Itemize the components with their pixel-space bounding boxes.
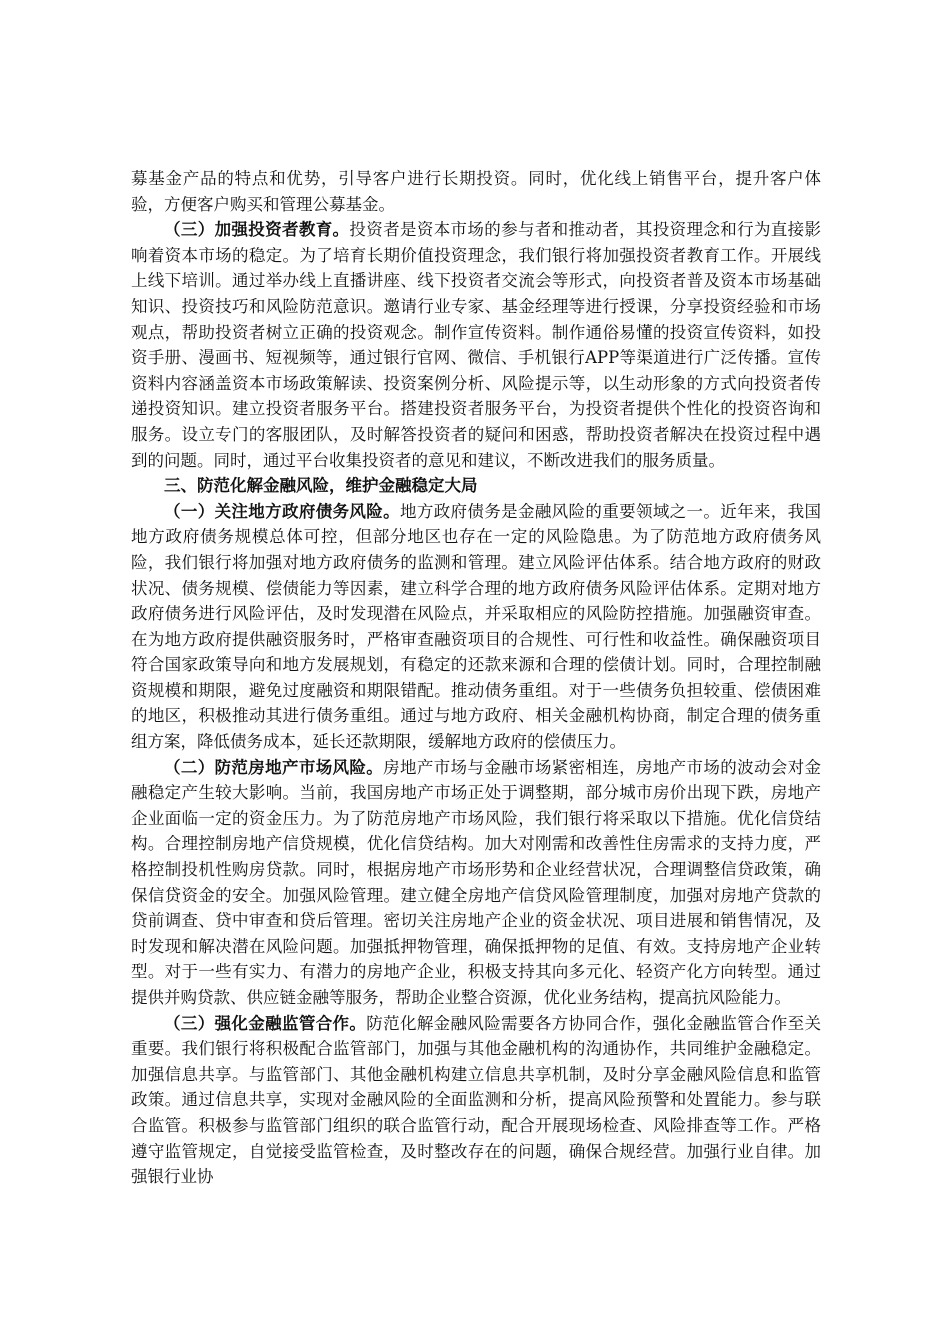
paragraph-local-government-debt [131, 499, 821, 755]
paragraph-investor-education [131, 217, 821, 473]
paragraph-text: 房地产市场与金融市场紧密相连，房地产市场的波动会对金融稳定产生较大影响。当前，我国房地产市场正处于调整期，部分城市房价出现下跌，房地产企业面临一定的资金压力。为了防范房地产市场风险，我们银行将采取以下措施。优化信贷结构。合理控制房地产信贷规模，优化信贷结构。加大对刚需和改善性住房需求的支持力度，严格控制投机性购房贷款。同时，根据房地产市场形势和企业经营状况，合理调整信贷政策，确保信贷资金的安全。加强风险管理。建立健全房地产信贷风险管理制度，加强对房地产贷款的贷前调查、贷中审查和贷后管理。密切关注房地产企业的资金状况、项目进展和销售情况，及时发现和解决潜在风险问题。加强抵押物管理，确保抵押物的足值、有效。支持房地产企业转型。对于一些有实力、有潜力的房地产企业，积极支持其向多元化、轻资产化方向转型。通过提供并购贷款、供应链金融等服务，帮助企业整合资源，优化业务结构，提高抗风险能力。 [131, 757, 822, 1007]
paragraph-text: 地方政府债务是金融风险的重要领域之一。近年来，我国地方政府债务规模总体可控，但部分地区也存在一定的风险隐患。为了防范地方政府债务风险，我们银行将加强对地方政府债务的监测和管理。建立风险评估体系。结合地方政府的财政状况、债务规模、偿债能力等因素，建立科学合理的地方政府债务风险评估体系。定期对地方政府债务进行风险评估，及时发现潜在风险点，并采取相应的风险防控措施。加强融资审查。在为地方政府提供融资服务时，严格审查融资项目的合规性、可行性和收益性。确保融资项目符合国家政策导向和地方发展规划，有稳定的还款来源和合理的偿债计划。同时，合理控制融资规模和期限，避免过度融资和期限错配。推动债务重组。对于一些债务负担较重、偿债困难的地区，积极推动其进行债务重组。通过与地方政府、相关金融机构协商，制定合理的债务重组方案，降低债务成本，延长还款期限，缓解地方政府的偿债压力。 [131, 501, 822, 752]
paragraph-text: 募基金产品的特点和优势，引导客户进行长期投资。同时，优化线上销售平台，提升客户体验，方便客户购买和管理公募基金。 [131, 169, 821, 214]
paragraph-lead: （一）关注地方政府债务风险。 [164, 501, 400, 521]
paragraph-real-estate-risk [131, 755, 821, 1011]
paragraph-continuation [131, 166, 821, 217]
document-body [131, 166, 821, 1190]
paragraph-regulatory-cooperation [131, 1011, 821, 1190]
paragraph-lead: （三）加强投资者教育。 [164, 220, 350, 240]
section-heading: 三、防范化解金融风险，维护金融稳定大局 [164, 476, 478, 496]
paragraph-lead: （二）防范房地产市场风险。 [164, 757, 384, 777]
paragraph-text: 防范化解金融风险需要各方协同合作，强化金融监管合作至关重要。我们银行将积极配合监管部门，加强与其他金融机构的沟通协作，共同维护金融稳定。加强信息共享。与监管部门、其他金融机构建立信息共享机制，及时分享金融风险信息和监管政策。通过信息共享，实现对金融风险的全面监测和分析，提高风险预警和处置能力。参与联合监管。积极参与监管部门组织的联合监管行动，配合开展现场检查、风险排查等工作。严格遵守监管规定，自觉接受监管检查，及时整改存在的问题，确保合规经营。加强行业自律。加强银行业协 [131, 1013, 822, 1187]
paragraph-text: 投资者是资本市场的参与者和推动者，其投资理念和行为直接影响着资本市场的稳定。为了培育长期价值投资理念，我们银行将加强投资者教育工作。开展线上线下培训。通过举办线上直播讲座、线下投资者交流会等形式，向投资者普及资本市场基础知识、投资技巧和风险防范意识。邀请行业专家、基金经理等进行授课，分享投资经验和市场观点，帮助投资者树立正确的投资观念。制作宣传资料。制作通俗易懂的投资宣传资料，如投资手册、漫画书、短视频等，通过银行官网、微信、手机银行APP等渠道进行广泛传播。宣传资料内容涵盖资本市场政策解读、投资案例分析、风险提示等，以生动形象的方式向投资者传递投资知识。建立投资者服务平台。搭建投资者服务平台，为投资者提供个性化的投资咨询和服务。设立专门的客服团队，及时解答投资者的疑问和困惑，帮助投资者解决在投资过程中遇到的问题。同时，通过平台收集投资者的意见和建议，不断改进我们的服务质量。 [131, 220, 822, 470]
paragraph-lead: （三）强化金融监管合作。 [164, 1013, 367, 1033]
